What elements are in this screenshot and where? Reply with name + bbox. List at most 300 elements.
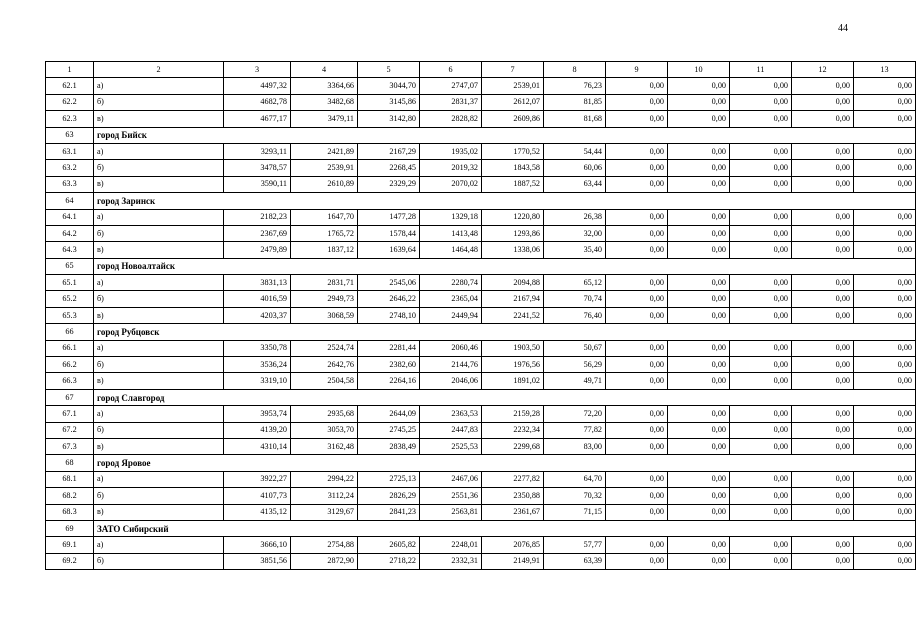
table-cell: 2609,86 [482,111,544,127]
table-row [46,225,916,241]
row-variant: б) [94,291,224,307]
table-cell: 76,23 [544,78,606,94]
table-cell: 2828,82 [420,111,482,127]
row-variant: а) [94,471,224,487]
table-cell: 0,00 [854,340,916,356]
table-cell: 0,00 [854,78,916,94]
section-title: город Славгород [94,389,916,405]
table-row [46,242,916,258]
table-cell: 0,00 [730,340,792,356]
table-cell: 0,00 [606,143,668,159]
table-cell: 3053,70 [291,422,358,438]
table-cell: 1578,44 [358,225,420,241]
table-cell: 4135,12 [224,504,291,520]
table-cell: 0,00 [668,537,730,553]
table-cell: 0,00 [668,340,730,356]
table-cell: 0,00 [668,225,730,241]
table-cell: 0,00 [606,422,668,438]
table-row [46,340,916,356]
column-header: 5 [358,62,420,78]
table-cell: 57,77 [544,537,606,553]
table-cell: 0,00 [668,488,730,504]
table-cell: 2949,73 [291,291,358,307]
table-cell: 0,00 [792,553,854,569]
table-cell: 0,00 [606,438,668,454]
table-cell: 4203,37 [224,307,291,323]
table-cell: 0,00 [606,291,668,307]
table-cell: 2831,71 [291,275,358,291]
table-cell: 2745,25 [358,422,420,438]
table-cell: 54,44 [544,143,606,159]
table-cell: 63,44 [544,176,606,192]
row-number: 68.2 [46,488,94,504]
table-cell: 2367,69 [224,225,291,241]
table-cell: 2248,01 [420,537,482,553]
table-cell: 4497,32 [224,78,291,94]
table-cell: 65,12 [544,275,606,291]
table-cell: 2365,04 [420,291,482,307]
column-header: 10 [668,62,730,78]
table-cell: 0,00 [606,176,668,192]
table-cell: 2935,68 [291,406,358,422]
table-cell: 0,00 [730,242,792,258]
row-number: 64.3 [46,242,94,258]
table-cell: 0,00 [606,537,668,553]
table-cell: 2182,23 [224,209,291,225]
table-cell: 0,00 [668,242,730,258]
table-cell: 2159,28 [482,406,544,422]
table-cell: 2747,07 [420,78,482,94]
table-body [46,62,916,570]
table-cell: 2076,85 [482,537,544,553]
row-variant: в) [94,176,224,192]
table-cell: 3922,27 [224,471,291,487]
table-cell: 2525,53 [420,438,482,454]
table-cell: 63,39 [544,553,606,569]
row-variant: а) [94,340,224,356]
row-number: 62.3 [46,111,94,127]
table-cell: 0,00 [854,471,916,487]
table-cell: 0,00 [792,94,854,110]
row-number: 67.1 [46,406,94,422]
table-cell: 1220,80 [482,209,544,225]
section-row [46,127,916,143]
table-cell: 2094,88 [482,275,544,291]
table-cell: 0,00 [854,225,916,241]
section-title: город Заринск [94,193,916,209]
table-cell: 2232,34 [482,422,544,438]
table-cell: 0,00 [668,160,730,176]
table-cell: 2748,10 [358,307,420,323]
table-row [46,373,916,389]
table-cell: 0,00 [668,275,730,291]
table-cell: 0,00 [668,406,730,422]
table-cell: 0,00 [606,307,668,323]
row-number: 63.3 [46,176,94,192]
table-cell: 0,00 [854,143,916,159]
section-row [46,520,916,536]
row-variant: а) [94,275,224,291]
table-cell: 0,00 [792,422,854,438]
table-cell: 83,00 [544,438,606,454]
table-row [46,275,916,291]
page-number: 44 [838,23,848,34]
row-number: 69.1 [46,537,94,553]
table-cell: 0,00 [668,78,730,94]
section-number: 67 [46,389,94,405]
section-row [46,324,916,340]
table-cell: 0,00 [668,307,730,323]
table-cell: 2642,76 [291,357,358,373]
table-cell: 2281,44 [358,340,420,356]
table-cell: 35,40 [544,242,606,258]
table-cell: 0,00 [792,504,854,520]
column-header: 4 [291,62,358,78]
table-cell: 3068,59 [291,307,358,323]
table-cell: 3479,11 [291,111,358,127]
table-cell: 3482,68 [291,94,358,110]
table-row [46,111,916,127]
table-cell: 2167,29 [358,143,420,159]
row-number: 64.2 [46,225,94,241]
table-cell: 0,00 [730,373,792,389]
table-cell: 3590,11 [224,176,291,192]
row-variant: б) [94,488,224,504]
table-cell: 2539,91 [291,160,358,176]
table-cell: 0,00 [854,488,916,504]
table-cell: 2563,81 [420,504,482,520]
row-number: 68.1 [46,471,94,487]
table-cell: 0,00 [606,160,668,176]
table-cell: 26,38 [544,209,606,225]
table-cell: 76,40 [544,307,606,323]
table-cell: 0,00 [730,307,792,323]
table-cell: 0,00 [606,242,668,258]
table-cell: 0,00 [730,111,792,127]
table-cell: 1887,52 [482,176,544,192]
table-cell: 2167,94 [482,291,544,307]
table-row [46,307,916,323]
table-cell: 2350,88 [482,488,544,504]
row-variant: в) [94,307,224,323]
row-variant: в) [94,438,224,454]
table-cell: 1413,48 [420,225,482,241]
column-header: 1 [46,62,94,78]
table-cell: 3851,56 [224,553,291,569]
table-cell: 2644,09 [358,406,420,422]
section-number: 66 [46,324,94,340]
table-cell: 1639,64 [358,242,420,258]
table-row [46,438,916,454]
row-variant: б) [94,553,224,569]
table-cell: 2268,45 [358,160,420,176]
table-cell: 0,00 [792,275,854,291]
row-variant: в) [94,373,224,389]
table-cell: 50,67 [544,340,606,356]
table-cell: 0,00 [792,488,854,504]
table-cell: 81,68 [544,111,606,127]
row-variant: б) [94,94,224,110]
table-cell: 0,00 [792,471,854,487]
table-cell: 0,00 [668,471,730,487]
table-cell: 0,00 [730,537,792,553]
row-variant: а) [94,537,224,553]
column-header: 12 [792,62,854,78]
column-header: 6 [420,62,482,78]
table-cell: 4107,73 [224,488,291,504]
table-cell: 1647,70 [291,209,358,225]
row-number: 66.3 [46,373,94,389]
table-cell: 1837,12 [291,242,358,258]
table-cell: 0,00 [606,488,668,504]
table-cell: 0,00 [668,504,730,520]
table-cell: 0,00 [730,553,792,569]
table-row [46,160,916,176]
row-number: 66.2 [46,357,94,373]
table-cell: 0,00 [606,111,668,127]
table-cell: 2539,01 [482,78,544,94]
table-row [46,488,916,504]
table-cell: 0,00 [730,488,792,504]
table-cell: 2831,37 [420,94,482,110]
section-number: 63 [46,127,94,143]
table-cell: 2725,13 [358,471,420,487]
table-cell: 2264,16 [358,373,420,389]
table-cell: 0,00 [730,143,792,159]
table-cell: 4016,59 [224,291,291,307]
column-header: 13 [854,62,916,78]
table-cell: 2646,22 [358,291,420,307]
table-cell: 0,00 [792,406,854,422]
row-variant: б) [94,160,224,176]
table-cell: 0,00 [854,373,916,389]
table-cell: 2838,49 [358,438,420,454]
table-cell: 0,00 [792,438,854,454]
table-cell: 2361,67 [482,504,544,520]
table-cell: 0,00 [668,94,730,110]
row-variant: в) [94,111,224,127]
table-cell: 1935,02 [420,143,482,159]
table-cell: 0,00 [854,275,916,291]
table-cell: 0,00 [792,225,854,241]
table-cell: 0,00 [668,422,730,438]
table-cell: 1765,72 [291,225,358,241]
row-variant: а) [94,209,224,225]
table-cell: 3364,66 [291,78,358,94]
column-header: 3 [224,62,291,78]
row-number: 64.1 [46,209,94,225]
table-cell: 0,00 [606,209,668,225]
column-header: 9 [606,62,668,78]
table-cell: 2046,06 [420,373,482,389]
table-cell: 0,00 [854,307,916,323]
table-cell: 60,06 [544,160,606,176]
table-cell: 0,00 [854,209,916,225]
table-cell: 3478,57 [224,160,291,176]
section-number: 68 [46,455,94,471]
table-cell: 0,00 [854,242,916,258]
table-cell: 2421,89 [291,143,358,159]
table-cell: 1903,50 [482,340,544,356]
table-cell: 0,00 [730,291,792,307]
table-cell: 3293,11 [224,143,291,159]
table-cell: 0,00 [606,471,668,487]
table-cell: 2479,89 [224,242,291,258]
table-row [46,553,916,569]
table-cell: 0,00 [668,209,730,225]
table-cell: 2299,68 [482,438,544,454]
table-row [46,422,916,438]
table-cell: 0,00 [730,275,792,291]
table-cell: 3112,24 [291,488,358,504]
table-cell: 3145,86 [358,94,420,110]
table-cell: 0,00 [730,225,792,241]
table-cell: 0,00 [730,406,792,422]
row-variant: б) [94,225,224,241]
table-cell: 2826,29 [358,488,420,504]
table-cell: 0,00 [606,94,668,110]
table-cell: 3044,70 [358,78,420,94]
section-row [46,389,916,405]
table-cell: 0,00 [854,504,916,520]
table-cell: 0,00 [606,406,668,422]
table-cell: 3536,24 [224,357,291,373]
table-cell: 1338,06 [482,242,544,258]
table-cell: 0,00 [792,291,854,307]
table-cell: 0,00 [854,553,916,569]
table-cell: 2019,32 [420,160,482,176]
row-number: 63.2 [46,160,94,176]
table-cell: 4310,14 [224,438,291,454]
table-cell: 0,00 [668,291,730,307]
table-cell: 2060,46 [420,340,482,356]
table-cell: 3319,10 [224,373,291,389]
table-cell: 2841,23 [358,504,420,520]
table-cell: 3953,74 [224,406,291,422]
section-title: город Бийск [94,127,916,143]
table-cell: 2447,83 [420,422,482,438]
table-cell: 2070,02 [420,176,482,192]
table-cell: 2332,31 [420,553,482,569]
table-cell: 0,00 [854,111,916,127]
table-cell: 2241,52 [482,307,544,323]
section-row [46,193,916,209]
table-cell: 49,71 [544,373,606,389]
table-cell: 64,70 [544,471,606,487]
table-cell: 0,00 [668,373,730,389]
section-row [46,455,916,471]
table-cell: 0,00 [668,176,730,192]
table-row [46,537,916,553]
table-cell: 0,00 [668,438,730,454]
header-row [46,62,916,78]
table-cell: 2754,88 [291,537,358,553]
table-cell: 72,20 [544,406,606,422]
table-cell: 0,00 [792,357,854,373]
table-row [46,471,916,487]
table-cell: 0,00 [854,422,916,438]
row-variant: а) [94,406,224,422]
table-cell: 0,00 [668,143,730,159]
table-cell: 2382,60 [358,357,420,373]
table-row [46,406,916,422]
table-cell: 1843,58 [482,160,544,176]
table-cell: 0,00 [792,143,854,159]
table-cell: 0,00 [606,78,668,94]
row-variant: а) [94,78,224,94]
table-cell: 0,00 [668,553,730,569]
table-cell: 2718,22 [358,553,420,569]
table-cell: 2449,94 [420,307,482,323]
table-cell: 0,00 [792,176,854,192]
table-cell: 3666,10 [224,537,291,553]
table-cell: 0,00 [854,357,916,373]
table-cell: 2872,90 [291,553,358,569]
table-cell: 0,00 [854,406,916,422]
table-cell: 0,00 [792,373,854,389]
column-header: 11 [730,62,792,78]
row-number: 65.1 [46,275,94,291]
table-cell: 3129,67 [291,504,358,520]
table-cell: 3350,78 [224,340,291,356]
table-cell: 0,00 [854,291,916,307]
table-cell: 2504,58 [291,373,358,389]
table-cell: 2144,76 [420,357,482,373]
row-number: 63.1 [46,143,94,159]
table-cell: 0,00 [854,438,916,454]
section-row [46,258,916,274]
row-number: 67.2 [46,422,94,438]
table-cell: 1464,48 [420,242,482,258]
table-cell: 0,00 [730,176,792,192]
section-title: город Новоалтайск [94,258,916,274]
table-cell: 2994,22 [291,471,358,487]
row-number: 69.2 [46,553,94,569]
column-header: 8 [544,62,606,78]
table-cell: 0,00 [606,275,668,291]
column-header: 7 [482,62,544,78]
row-number: 62.2 [46,94,94,110]
table-row [46,94,916,110]
row-number: 65.3 [46,307,94,323]
table-cell: 2551,36 [420,488,482,504]
table-cell: 4139,20 [224,422,291,438]
table-cell: 2363,53 [420,406,482,422]
table-cell: 2612,07 [482,94,544,110]
table-cell: 0,00 [792,537,854,553]
row-number: 62.1 [46,78,94,94]
section-number: 64 [46,193,94,209]
table-cell: 0,00 [854,537,916,553]
table-cell: 71,15 [544,504,606,520]
table-row [46,176,916,192]
table-cell: 0,00 [730,471,792,487]
table-cell: 4682,78 [224,94,291,110]
table-cell: 1293,86 [482,225,544,241]
table-cell: 0,00 [730,504,792,520]
table-cell: 2280,74 [420,275,482,291]
table-cell: 1976,56 [482,357,544,373]
table-cell: 0,00 [854,94,916,110]
table-cell: 0,00 [792,209,854,225]
table-cell: 1891,02 [482,373,544,389]
table-cell: 0,00 [792,160,854,176]
section-number: 69 [46,520,94,536]
table-cell: 3831,13 [224,275,291,291]
table-cell: 0,00 [606,553,668,569]
table-cell: 2467,06 [420,471,482,487]
table-cell: 0,00 [730,438,792,454]
